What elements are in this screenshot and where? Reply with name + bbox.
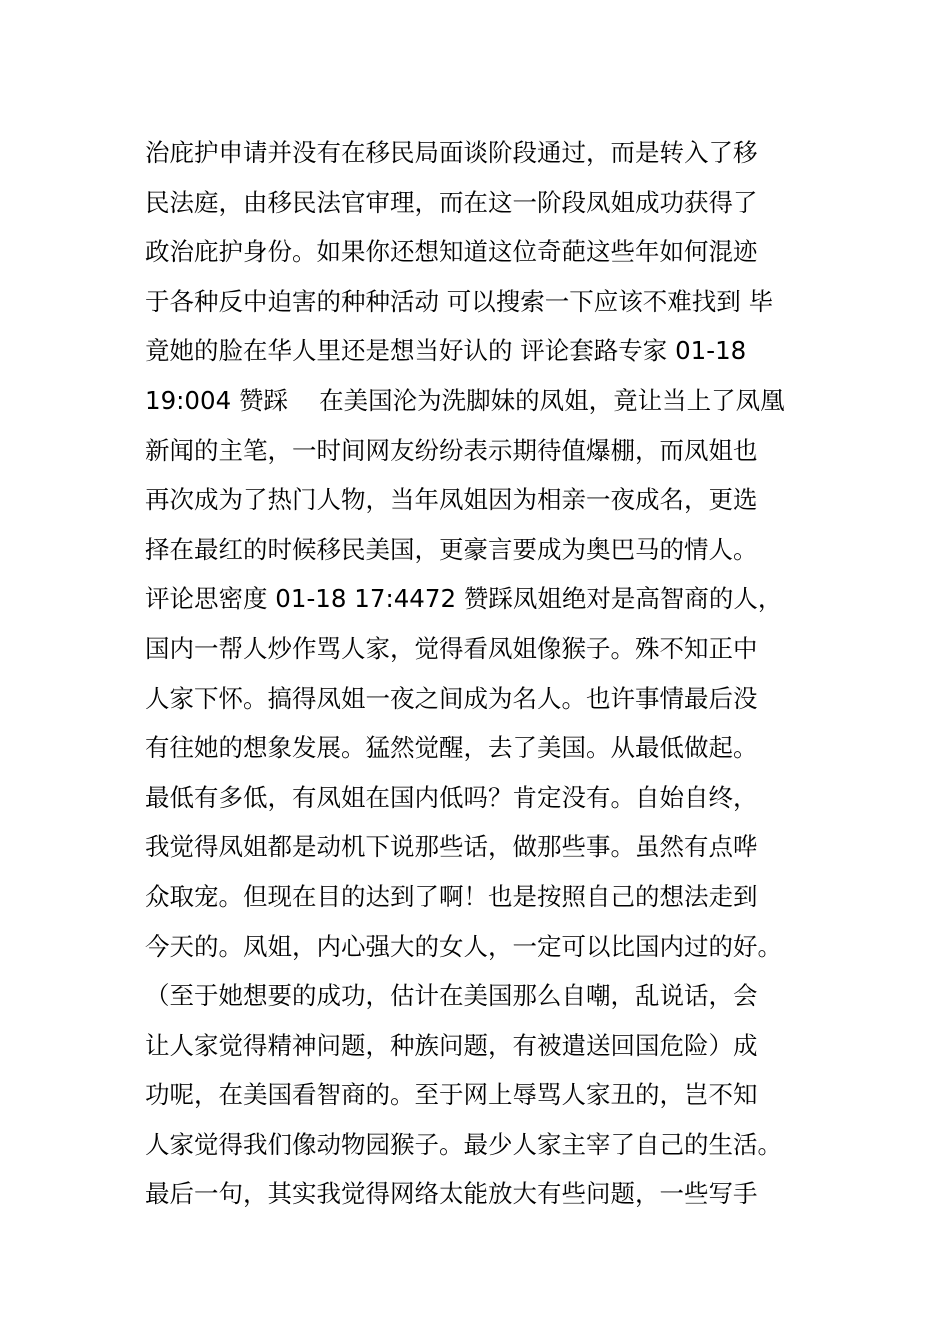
text-line: 政治庇护身份。如果你还想知道这位奇葩这些年如何混迹 <box>145 237 758 267</box>
text-line: 众取宠。但现在目的达到了啊！也是按照自己的想法走到 <box>145 881 758 911</box>
text-line: 有往她的想象发展。猛然觉醒，去了美国。从最低做起。 <box>145 733 758 763</box>
text-line: 最低有多低，有凤姐在国内低吗？肯定没有。自始自终， <box>145 782 758 812</box>
text-line: 19:004 赞踩 在美国沦为洗脚妹的凤姐，竟让当上了凤凰 <box>145 385 785 415</box>
text-line: 于各种反中迫害的种种活动 可以搜索一下应该不难找到 毕 <box>145 286 774 316</box>
text-line: 竟她的脸在华人里还是想当好认的 评论套路专家 01-18 <box>145 336 747 366</box>
text-line: 让人家觉得精神问题，种族问题，有被遣送回国危险）成 <box>145 1030 758 1060</box>
text-line: 人家觉得我们像动物园猴子。最少人家主宰了自己的生活。 <box>145 1129 782 1159</box>
text-line: （至于她想要的成功，估计在美国那么自嘲，乱说话，会 <box>145 981 758 1011</box>
text-line: 民法庭，由移民法官审理，而在这一阶段凤姐成功获得了 <box>145 187 758 217</box>
text-line: 人家下怀。搞得凤姐一夜之间成为名人。也许事情最后没 <box>145 683 758 713</box>
text-line: 国内一帮人炒作骂人家，觉得看凤姐像猴子。殊不知正中 <box>145 633 758 663</box>
text-line: 治庇护申请并没有在移民局面谈阶段通过，而是转入了移 <box>145 138 758 167</box>
text-line: 评论思密度 01-18 17:4472 赞踩凤姐绝对是高智商的人， <box>145 584 783 614</box>
text-line: 最后一句，其实我觉得网络太能放大有些问题，一些写手 <box>145 1179 758 1209</box>
body-text <box>145 128 825 1219</box>
text-line: 新闻的主笔，一时间网友纷纷表示期待值爆棚，而凤姐也 <box>145 435 758 465</box>
text-line: 今天的。凤姐，内心强大的女人，一定可以比国内过的好。 <box>145 931 782 961</box>
text-line: 择在最红的时候移民美国，更豪言要成为奥巴马的情人。 <box>145 534 758 564</box>
text-line: 再次成为了热门人物，当年凤姐因为相亲一夜成名，更选 <box>145 485 758 515</box>
text-line: 功呢，在美国看智商的。至于网上辱骂人家丑的，岂不知 <box>145 1080 758 1110</box>
text-line: 我觉得凤姐都是动机下说那些话，做那些事。虽然有点哗 <box>145 832 758 862</box>
